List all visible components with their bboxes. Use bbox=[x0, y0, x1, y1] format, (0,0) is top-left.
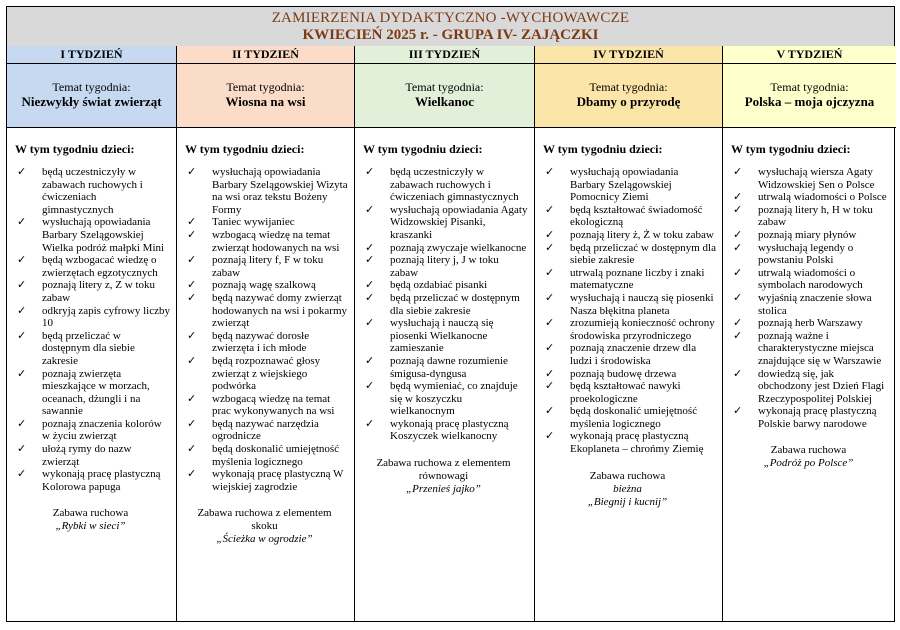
list-item bbox=[363, 204, 528, 242]
activity-text: wysłuchają legendy o powstaniu Polski bbox=[758, 241, 854, 267]
activity-text: utrwalą poznane liczby i znaki matematyczne bbox=[570, 266, 705, 292]
checkmark-icon: ✓ bbox=[545, 342, 555, 355]
list-item bbox=[731, 191, 890, 204]
week-column bbox=[355, 46, 535, 621]
activity-text: poznają litery ż, Ż w toku zabaw bbox=[570, 228, 714, 241]
checkmark-icon: ✓ bbox=[365, 254, 375, 267]
list-item bbox=[731, 166, 890, 191]
checkmark-icon: ✓ bbox=[365, 279, 375, 292]
checkmark-icon: ✓ bbox=[17, 367, 27, 380]
list-item bbox=[543, 166, 716, 204]
activity-text: wysłuchają opowiadania Barbary Szelągowskiej Pomocnicy Ziemi bbox=[570, 166, 679, 204]
list-item bbox=[15, 418, 170, 443]
checkmark-icon: ✓ bbox=[733, 266, 743, 279]
activity-text: poznają znaczenie drzew dla ludzi i środowiska bbox=[570, 342, 697, 367]
game-title: „Ścieżka w ogrodzie” bbox=[216, 533, 313, 546]
activity-text: wykonają pracę plastyczną Ekoplaneta – chrońmy Ziemię bbox=[570, 430, 704, 456]
game-type: Zabawa ruchowa z elementem równowagi bbox=[376, 457, 511, 483]
checkmark-icon: ✓ bbox=[365, 317, 375, 330]
list-item bbox=[15, 216, 170, 254]
activity-text: poznają litery h, H w toku zabaw bbox=[758, 203, 873, 229]
activity-text: wyjaśnią znaczenie słowa stolica bbox=[758, 291, 872, 317]
activity-text: będą przeliczać w dostępnym dla siebie zakresie bbox=[390, 291, 520, 317]
list-item bbox=[363, 355, 528, 380]
checkmark-icon: ✓ bbox=[733, 317, 743, 330]
activity-list bbox=[363, 166, 528, 443]
list-item bbox=[731, 267, 890, 292]
activity-text: będą nazywać dorosłe zwierzęta i ich młode bbox=[212, 329, 310, 355]
list-item bbox=[543, 242, 716, 267]
header-subtitle: KWIECIEŃ 2025 r. - GRUPA IV- ZAJĄCZKI bbox=[302, 27, 599, 43]
week-body bbox=[355, 128, 534, 496]
checkmark-icon: ✓ bbox=[733, 166, 743, 178]
activity-text: poznają dawne rozumienie śmigusa-dyngusa bbox=[390, 354, 508, 380]
list-item bbox=[363, 242, 528, 255]
activity-text: poznają wagę szalkową bbox=[212, 279, 316, 292]
checkmark-icon: ✓ bbox=[17, 166, 27, 178]
game-type: Zabawa ruchowa bbox=[770, 444, 847, 457]
theme-name: Niezwykły świat zwierząt bbox=[21, 94, 162, 109]
checkmark-icon: ✓ bbox=[187, 166, 197, 178]
checkmark-icon: ✓ bbox=[545, 317, 555, 330]
checkmark-icon: ✓ bbox=[365, 241, 375, 254]
list-item bbox=[15, 305, 170, 330]
checkmark-icon: ✓ bbox=[187, 417, 197, 430]
activity-text: będą rozpoznawać głosy zwierząt z wiejskiego podwórka bbox=[212, 354, 321, 393]
list-item bbox=[543, 229, 716, 242]
activity-text: wysłuchają i nauczą się piosenki Wielkanocne zamieszanie bbox=[390, 317, 494, 355]
list-item bbox=[731, 242, 890, 267]
checkmark-icon: ✓ bbox=[545, 291, 555, 304]
activity-text: poznają zwierzęta mieszkające w morzach, oceanach, dżungli i na sawannie bbox=[42, 367, 150, 418]
movement-game bbox=[363, 457, 528, 496]
list-item bbox=[363, 418, 528, 443]
activity-text: poznają litery j, J w toku zabaw bbox=[390, 254, 499, 279]
checkmark-icon: ✓ bbox=[187, 329, 197, 342]
list-item bbox=[731, 229, 890, 242]
activity-text: wysłuchają opowiadania Agaty Widzowskiej Pisanki, kraszanki bbox=[390, 203, 528, 241]
list-item bbox=[15, 166, 170, 216]
list-item bbox=[731, 317, 890, 330]
activity-text: wykonają pracę plastyczną Polskie barwy narodowe bbox=[758, 405, 877, 430]
checkmark-icon: ✓ bbox=[545, 166, 555, 178]
activity-text: wysłuchają wiersza Agaty Widzowskiej Sen o Polsce bbox=[758, 166, 875, 191]
theme-label: Temat tygodnia: bbox=[770, 80, 849, 94]
week-title: IV TYDZIEŃ bbox=[535, 46, 722, 64]
checkmark-icon: ✓ bbox=[17, 254, 27, 267]
game-type: Zabawa ruchowa bbox=[589, 469, 666, 482]
week-title: III TYDZIEŃ bbox=[355, 46, 534, 64]
movement-game bbox=[15, 507, 170, 533]
list-item bbox=[363, 279, 528, 292]
activity-text: poznają zwyczaje wielkanocne bbox=[390, 241, 527, 254]
week-theme bbox=[177, 64, 354, 128]
week-theme bbox=[355, 64, 534, 128]
game-title: „Podróż po Polsce” bbox=[763, 457, 854, 470]
list-item bbox=[185, 254, 348, 279]
checkmark-icon: ✓ bbox=[733, 241, 743, 254]
week-intro: W tym tygodniu dzieci: bbox=[363, 142, 483, 156]
list-item bbox=[731, 368, 890, 406]
checkmark-icon: ✓ bbox=[17, 216, 27, 229]
game-type: Zabawa ruchowa z elementem skoku bbox=[197, 507, 332, 533]
game-subtype: bieżna bbox=[613, 482, 642, 495]
checkmark-icon: ✓ bbox=[545, 241, 555, 254]
checkmark-icon: ✓ bbox=[365, 203, 375, 216]
checkmark-icon: ✓ bbox=[365, 417, 375, 430]
activity-text: będą nazywać narzędzia ogrodnicze bbox=[212, 417, 319, 443]
week-column bbox=[535, 46, 723, 621]
checkmark-icon: ✓ bbox=[17, 304, 27, 317]
list-item bbox=[15, 368, 170, 418]
list-item bbox=[185, 216, 348, 229]
checkmark-icon: ✓ bbox=[733, 405, 743, 418]
activity-text: będą uczestniczyły w zabawach ruchowych i ćwiczeniach gimnastycznych bbox=[390, 166, 519, 204]
checkmark-icon: ✓ bbox=[187, 392, 197, 405]
list-item bbox=[543, 292, 716, 317]
list-item bbox=[15, 279, 170, 304]
week-intro: W tym tygodniu dzieci: bbox=[15, 142, 135, 156]
list-item bbox=[363, 317, 528, 355]
activity-text: będą wymieniać, co znajduje się w koszyczku wielkanocnym bbox=[390, 380, 518, 418]
game-type: Zabawa ruchowa bbox=[52, 507, 129, 520]
list-item bbox=[731, 330, 890, 368]
activity-text: wysłuchają i nauczą się piosenki Nasza błękitna planeta bbox=[570, 291, 714, 317]
list-item bbox=[185, 355, 348, 393]
checkmark-icon: ✓ bbox=[187, 468, 197, 481]
activity-text: wykonają pracę plastyczną Kolorowa papuga bbox=[42, 468, 161, 493]
checkmark-icon: ✓ bbox=[17, 417, 27, 430]
game-title: „Przenieś jajko” bbox=[406, 483, 481, 496]
activity-text: poznają litery f, F w toku zabaw bbox=[212, 254, 324, 279]
list-item bbox=[15, 330, 170, 368]
activity-text: wysłuchają opowiadania Barbary Szelągowskiej Wielka podróż małpki Mini bbox=[42, 216, 165, 254]
theme-name: Dbamy o przyrodę bbox=[576, 94, 681, 109]
checkmark-icon: ✓ bbox=[545, 203, 555, 216]
list-item bbox=[731, 204, 890, 229]
list-item bbox=[543, 317, 716, 342]
checkmark-icon: ✓ bbox=[187, 216, 197, 229]
activity-text: będą kształtować nawyki proekologiczne bbox=[570, 380, 681, 405]
list-item bbox=[15, 254, 170, 279]
list-item bbox=[543, 204, 716, 229]
checkmark-icon: ✓ bbox=[545, 380, 555, 393]
game-title: „Biegnij i kucnij” bbox=[587, 495, 668, 508]
activity-text: wykonają pracę plastyczną Koszyczek wielkanocny bbox=[390, 417, 509, 443]
week-body bbox=[535, 128, 722, 509]
week-column bbox=[177, 46, 355, 621]
game-title: „Rybki w sieci” bbox=[55, 520, 126, 533]
checkmark-icon: ✓ bbox=[365, 166, 375, 178]
activity-text: będą ozdabiać pisanki bbox=[390, 279, 488, 292]
list-item bbox=[363, 292, 528, 317]
activity-text: wykonają pracę plastyczną W wiejskiej zagrodzie bbox=[212, 468, 344, 493]
activity-text: będą wzbogacać wiedzę o zwierzętach egzotycznych bbox=[42, 254, 158, 279]
activity-text: utrwalą wiadomości o Polsce bbox=[758, 191, 887, 204]
week-body bbox=[177, 128, 354, 546]
list-item bbox=[185, 468, 348, 493]
week-title: I TYDZIEŃ bbox=[7, 46, 176, 64]
checkmark-icon: ✓ bbox=[733, 291, 743, 304]
activity-text: będą nazywać domy zwierząt hodowanych na wsi i pokarmy zwierząt bbox=[212, 291, 348, 330]
checkmark-icon: ✓ bbox=[17, 279, 27, 292]
week-intro: W tym tygodniu dzieci: bbox=[185, 142, 305, 156]
list-item bbox=[15, 468, 170, 493]
list-item bbox=[543, 342, 716, 367]
movement-game bbox=[185, 507, 348, 546]
activity-text: wzbogacą wiedzę na temat prac wykonywanych na wsi bbox=[212, 392, 335, 418]
week-columns bbox=[7, 46, 894, 621]
checkmark-icon: ✓ bbox=[545, 266, 555, 279]
table-header bbox=[7, 7, 894, 47]
checkmark-icon: ✓ bbox=[733, 228, 743, 241]
activity-text: dowiedzą się, jak obchodzony jest Dzień Flagi Rzeczypospolitej Polskiej bbox=[758, 367, 885, 405]
list-item bbox=[185, 292, 348, 330]
list-item bbox=[543, 267, 716, 292]
plan-table bbox=[6, 6, 895, 622]
checkmark-icon: ✓ bbox=[187, 279, 197, 292]
activity-text: będą przeliczać w dostępnym dla siebie zakresie bbox=[570, 241, 716, 267]
list-item bbox=[731, 292, 890, 317]
checkmark-icon: ✓ bbox=[365, 291, 375, 304]
activity-text: poznają ważne i charakterystyczne miejsca znajdujące się w Warszawie bbox=[758, 329, 882, 367]
activity-text: odkryją zapis cyfrowy liczby 10 bbox=[42, 304, 170, 330]
list-item bbox=[543, 430, 716, 455]
checkmark-icon: ✓ bbox=[187, 354, 197, 367]
checkmark-icon: ✓ bbox=[187, 443, 197, 456]
checkmark-icon: ✓ bbox=[365, 354, 375, 367]
activity-text: poznają znaczenia kolorów w życiu zwierząt bbox=[42, 417, 162, 443]
activity-text: będą kształtować świadomość ekologiczną bbox=[570, 203, 703, 229]
week-title: II TYDZIEŃ bbox=[177, 46, 354, 64]
week-column bbox=[7, 46, 177, 621]
activity-list bbox=[543, 166, 716, 456]
movement-game bbox=[543, 470, 716, 509]
activity-text: poznają miary płynów bbox=[758, 228, 857, 241]
activity-text: Taniec wywijaniec bbox=[212, 216, 295, 229]
week-body bbox=[723, 128, 896, 470]
checkmark-icon: ✓ bbox=[733, 191, 743, 204]
theme-label: Temat tygodnia: bbox=[52, 80, 131, 94]
checkmark-icon: ✓ bbox=[545, 430, 555, 443]
activity-text: będą przeliczać w dostępnym dla siebie zakresie bbox=[42, 329, 135, 367]
list-item bbox=[731, 405, 890, 430]
list-item bbox=[543, 368, 716, 381]
header-title: ZAMIERZENIA DYDAKTYCZNO -WYCHOWAWCZE bbox=[271, 10, 630, 26]
activity-text: wzbogacą wiedzę na temat zwierząt hodowanych na wsi bbox=[212, 228, 340, 254]
list-item bbox=[543, 405, 716, 430]
checkmark-icon: ✓ bbox=[365, 380, 375, 393]
list-item bbox=[185, 330, 348, 355]
theme-name: Wiosna na wsi bbox=[225, 94, 306, 109]
week-theme bbox=[535, 64, 722, 128]
activity-text: wysłuchają opowiadania Barbary Szelągowskiej Wizyta na wsi oraz tekstu Bożeny Formy bbox=[212, 166, 348, 216]
movement-game bbox=[731, 444, 890, 470]
theme-label: Temat tygodnia: bbox=[589, 80, 668, 94]
checkmark-icon: ✓ bbox=[17, 468, 27, 481]
activity-text: ułożą rymy do nazw zwierząt bbox=[42, 443, 132, 468]
checkmark-icon: ✓ bbox=[545, 228, 555, 241]
list-item bbox=[185, 229, 348, 254]
checkmark-icon: ✓ bbox=[187, 228, 197, 241]
activity-text: poznają litery z, Z w toku zabaw bbox=[42, 279, 156, 304]
week-body bbox=[7, 128, 176, 533]
list-item bbox=[363, 166, 528, 204]
week-intro: W tym tygodniu dzieci: bbox=[543, 142, 663, 156]
checkmark-icon: ✓ bbox=[187, 291, 197, 304]
activity-text: poznają herb Warszawy bbox=[758, 317, 863, 330]
activity-list bbox=[731, 166, 890, 430]
activity-text: zrozumieją konieczność ochrony środowiska przyrodniczego bbox=[570, 317, 715, 342]
list-item bbox=[543, 380, 716, 405]
list-item bbox=[185, 443, 348, 468]
list-item bbox=[15, 443, 170, 468]
checkmark-icon: ✓ bbox=[733, 329, 743, 342]
activity-text: będą doskonalić umiejętność myślenia logicznego bbox=[212, 443, 340, 468]
activity-text: będą doskonalić umiejętność myślenia logicznego bbox=[570, 405, 698, 430]
activity-text: utrwalą wiadomości o symbolach narodowych bbox=[758, 266, 863, 292]
week-title: V TYDZIEŃ bbox=[723, 46, 896, 64]
activity-text: będą uczestniczyły w zabawach ruchowych i ćwiczeniach gimnastycznych bbox=[42, 166, 143, 216]
list-item bbox=[363, 254, 528, 279]
list-item bbox=[185, 166, 348, 216]
checkmark-icon: ✓ bbox=[733, 203, 743, 216]
list-item bbox=[185, 418, 348, 443]
week-theme bbox=[723, 64, 896, 128]
theme-label: Temat tygodnia: bbox=[405, 80, 484, 94]
list-item bbox=[185, 279, 348, 292]
checkmark-icon: ✓ bbox=[545, 405, 555, 418]
theme-label: Temat tygodnia: bbox=[226, 80, 305, 94]
week-theme bbox=[7, 64, 176, 128]
theme-name: Wielkanoc bbox=[415, 94, 474, 109]
checkmark-icon: ✓ bbox=[733, 367, 743, 380]
checkmark-icon: ✓ bbox=[545, 367, 555, 380]
list-item bbox=[363, 380, 528, 418]
week-intro: W tym tygodniu dzieci: bbox=[731, 142, 851, 156]
list-item bbox=[185, 393, 348, 418]
checkmark-icon: ✓ bbox=[187, 254, 197, 267]
theme-name: Polska – moja ojczyzna bbox=[744, 94, 875, 109]
activity-list bbox=[15, 166, 170, 493]
activity-list bbox=[185, 166, 348, 493]
checkmark-icon: ✓ bbox=[17, 443, 27, 456]
week-column bbox=[723, 46, 896, 621]
checkmark-icon: ✓ bbox=[17, 329, 27, 342]
activity-text: poznają budowę drzewa bbox=[570, 367, 677, 380]
